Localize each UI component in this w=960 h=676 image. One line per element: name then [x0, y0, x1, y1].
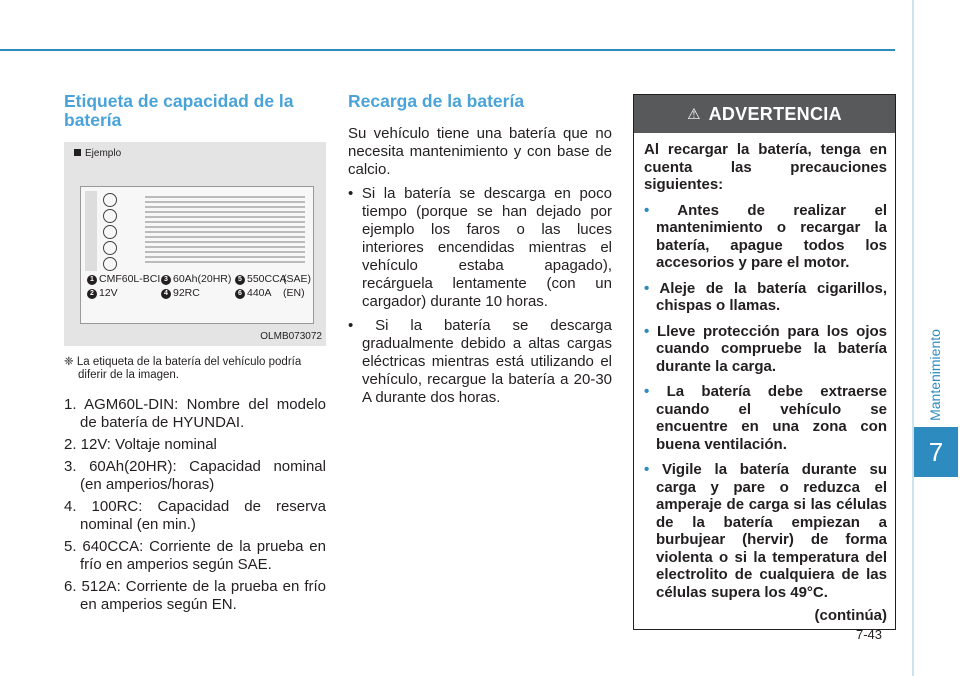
- left-column: [64, 92, 326, 618]
- label-code: 3 60Ah(20HR): [161, 273, 231, 286]
- warning-triangle-icon: ⚠: [687, 106, 701, 123]
- chapter-number-tab: 7: [914, 427, 958, 477]
- battery-label-figure: [64, 142, 326, 346]
- recharge-list: [348, 185, 612, 407]
- square-bullet-icon: [74, 149, 81, 156]
- label-vertical-band: [85, 191, 97, 271]
- side-rule: [912, 0, 914, 676]
- battery-label-image: [80, 186, 314, 324]
- recharge-item: • Si la batería se descarga en poco tiempo (porque se han dejado por ejemplo los faros o las luces interiores encendidas mientras el vehículo estaba apagado), recárguela lentamente (con un cargador) durante 10 horas.: [348, 185, 612, 310]
- spec-item: 3. 60Ah(20HR): Capacidad nominal (en amperios/horas): [64, 458, 326, 493]
- warning-symbols-icon: [101, 191, 143, 271]
- warning-title: ADVERTENCIA: [708, 103, 842, 124]
- warning-intro: Al recargar la batería, tenga en cuenta las precauciones siguientes:: [644, 141, 887, 193]
- warning-body: [634, 133, 895, 625]
- warning-item: • Antes de realizar el mantenimiento o recargar la batería, apague todos los accesorios y pare el motor.: [644, 201, 887, 271]
- warning-item: • Lleve protección para los ojos cuando compruebe la batería durante la carga.: [644, 322, 887, 375]
- spec-item: 5. 640CCA: Corriente de la prueba en frío en amperios según SAE.: [64, 538, 326, 573]
- middle-column: [348, 92, 612, 413]
- example-caption: Ejemplo: [74, 148, 121, 159]
- battery-label-heading: Etiqueta de capacidad de la batería: [64, 91, 294, 130]
- spec-item: 4. 100RC: Capacidad de reserva nominal (en min.): [64, 498, 326, 533]
- warning-box: [633, 94, 896, 630]
- warning-item: • Aleje de la batería cigarillos, chispas o llamas.: [644, 279, 887, 314]
- photo-id: OLMB073072: [260, 331, 322, 342]
- page-number: 7-43: [856, 627, 883, 642]
- spec-item: 6. 512A: Corriente de la prueba en frío en amperios según EN.: [64, 578, 326, 613]
- recharge-item: • Si la batería se descarga gradualmente debido a altas cargas eléctricas mientras está utilizando el vehículo, recargue la batería a 20-30 A durante dos horas.: [348, 317, 612, 406]
- warning-item: • Vigile la batería durante su carga y pare o reduzca el amperaje de carga si las células de la batería empiezan a burbujear (hervir) de forma violenta o si la temperatura del electrolito de cualquiera de las células supera los 49°C.: [644, 461, 888, 601]
- warning-header: [634, 95, 895, 133]
- label-code: 2 12V: [87, 287, 118, 300]
- header-rule: [0, 49, 895, 51]
- continued-label: (continúa): [814, 607, 887, 624]
- label-warnings-area: [85, 191, 309, 271]
- recharge-heading: Recarga de la batería: [348, 91, 525, 111]
- spec-item: 1. AGM60L-DIN: Nombre del modelo de batería de HYUNDAI.: [64, 396, 326, 431]
- warning-item: • La batería debe extraerse cuando el vehículo se encuentre en una zona con buena ventilación.: [644, 383, 887, 453]
- spec-item: 2. 12V: Voltaje nominal: [64, 436, 217, 453]
- label-code: 1 CMF60L-BCI: [87, 273, 160, 286]
- label-fine-print: [145, 193, 305, 269]
- recharge-intro: Su vehículo tiene una batería que no necesita mantenimiento y con base de calcio.: [348, 125, 612, 178]
- label-code: 5 550CCA: [235, 273, 287, 286]
- label-note: ❈ La etiqueta de la batería del vehículo podría diferir de la imagen.: [64, 356, 302, 381]
- label-code: 4 92RC: [161, 287, 200, 300]
- label-code: (EN): [283, 287, 305, 299]
- warning-list: [644, 202, 887, 602]
- label-code: 6 440A: [235, 287, 272, 300]
- label-code: (SAE): [283, 273, 312, 285]
- section-tab-label: Mantenimiento: [927, 329, 943, 421]
- spec-list: [64, 396, 326, 614]
